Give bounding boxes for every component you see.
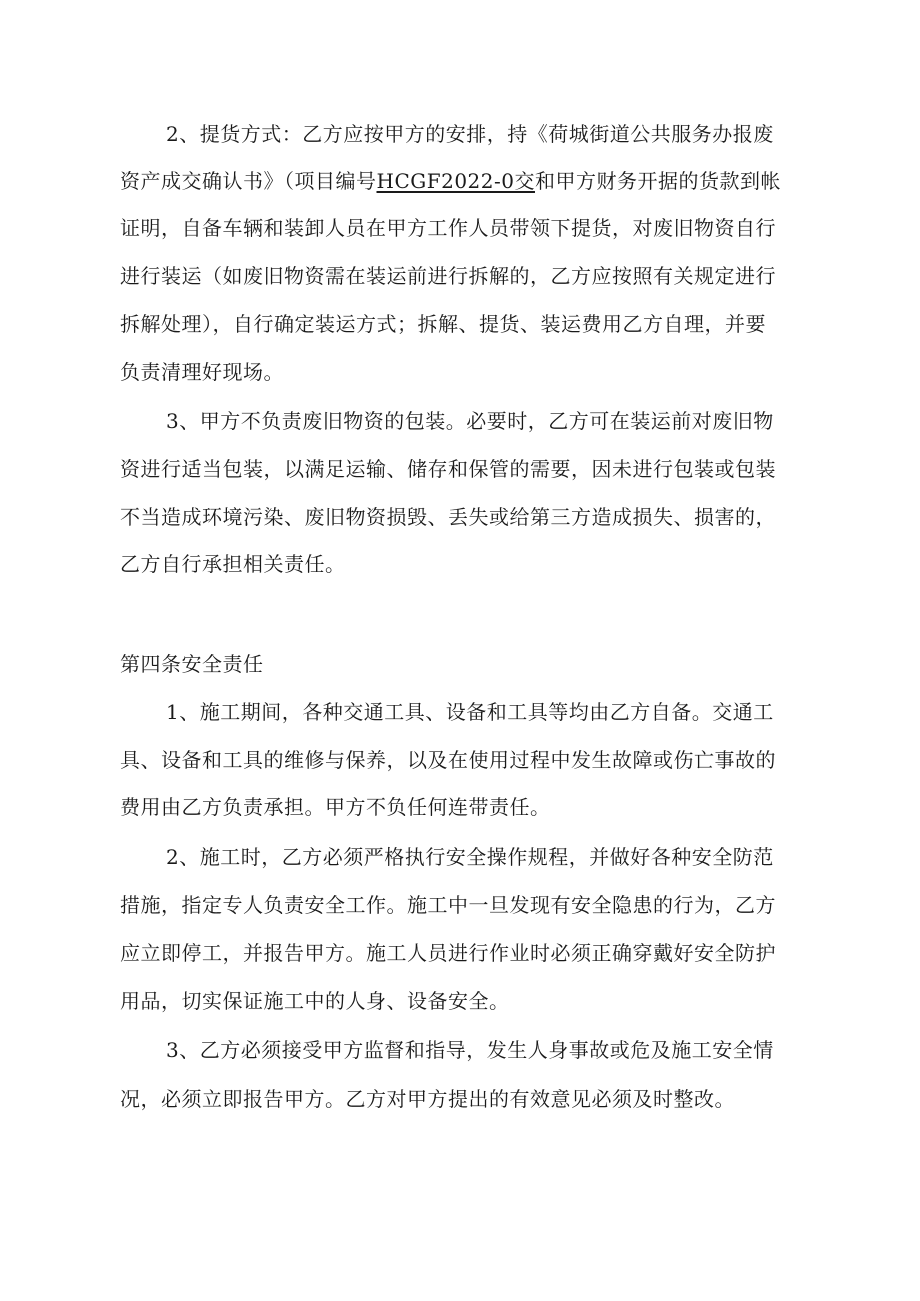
article4-item1-line3: 费用由乙方负责承担。甲方不负任何连带责任。: [120, 795, 551, 819]
para2-line4: 进行装运（如废旧物资需在装运前进行拆解的，乙方应按照有关规定进行: [120, 264, 776, 288]
article4-item2-line4: 用品，切实保证施工中的人身、设备安全。: [120, 989, 510, 1013]
para2-line2-rest: 和甲方财务开据的货款到帐: [534, 169, 781, 193]
para2-line2-text: 资产成交确认书》（项目编号: [120, 169, 377, 193]
para2-line6: 负责清理好现场。: [120, 360, 284, 384]
article4-heading: 第四条安全责任: [120, 652, 264, 676]
para2-line3: 证明，自备车辆和装卸人员在甲方工作人员带领下提货，对废旧物资自行: [120, 216, 776, 240]
para3-line4: 乙方自行承担相关责任。: [120, 552, 346, 576]
project-number: HCGF2022-0交: [376, 169, 535, 193]
article4-item1-line1: 1、施工期间，各种交通工具、设备和工具等均由乙方自备。交通工: [166, 700, 774, 724]
para3-line3: 不当造成环境污染、废旧物资损毁、丢失或给第三方造成损失、损害的，: [120, 505, 776, 529]
para3-line1: 3、甲方不负责废旧物资的包装。必要时，乙方可在装运前对废旧物: [166, 409, 774, 433]
para3-line2: 资进行适当包装，以满足运输、储存和保管的需要，因未进行包装或包装: [120, 457, 776, 481]
para2-line1: 2、提货方式：乙方应按甲方的安排，持《荷城街道公共服务办报废: [166, 122, 774, 146]
para2-line2: [120, 169, 781, 193]
para2-line5: 拆解处理），自行确定装运方式；拆解、提货、装运费用乙方自理，并要: [120, 312, 766, 336]
article4-item1-line2: 具、设备和工具的维修与保养，以及在使用过程中发生故障或伤亡事故的: [120, 748, 776, 772]
article4-item2-line1: 2、施工时，乙方必须严格执行安全操作规程，并做好各种安全防范: [166, 845, 774, 869]
article4-item3-line1: 3、乙方必须接受甲方监督和指导，发生人身事故或危及施工安全情: [166, 1038, 774, 1062]
article4-item2-line3: 应立即停工，并报告甲方。施工人员进行作业时必须正确穿戴好安全防护: [120, 941, 776, 965]
article4-item3-line2: 况，必须立即报告甲方。乙方对甲方提出的有效意见必须及时整改。: [120, 1087, 735, 1111]
article4-item2-line2: 措施，指定专人负责安全工作。施工中一旦发现有安全隐患的行为，乙方: [120, 893, 776, 917]
